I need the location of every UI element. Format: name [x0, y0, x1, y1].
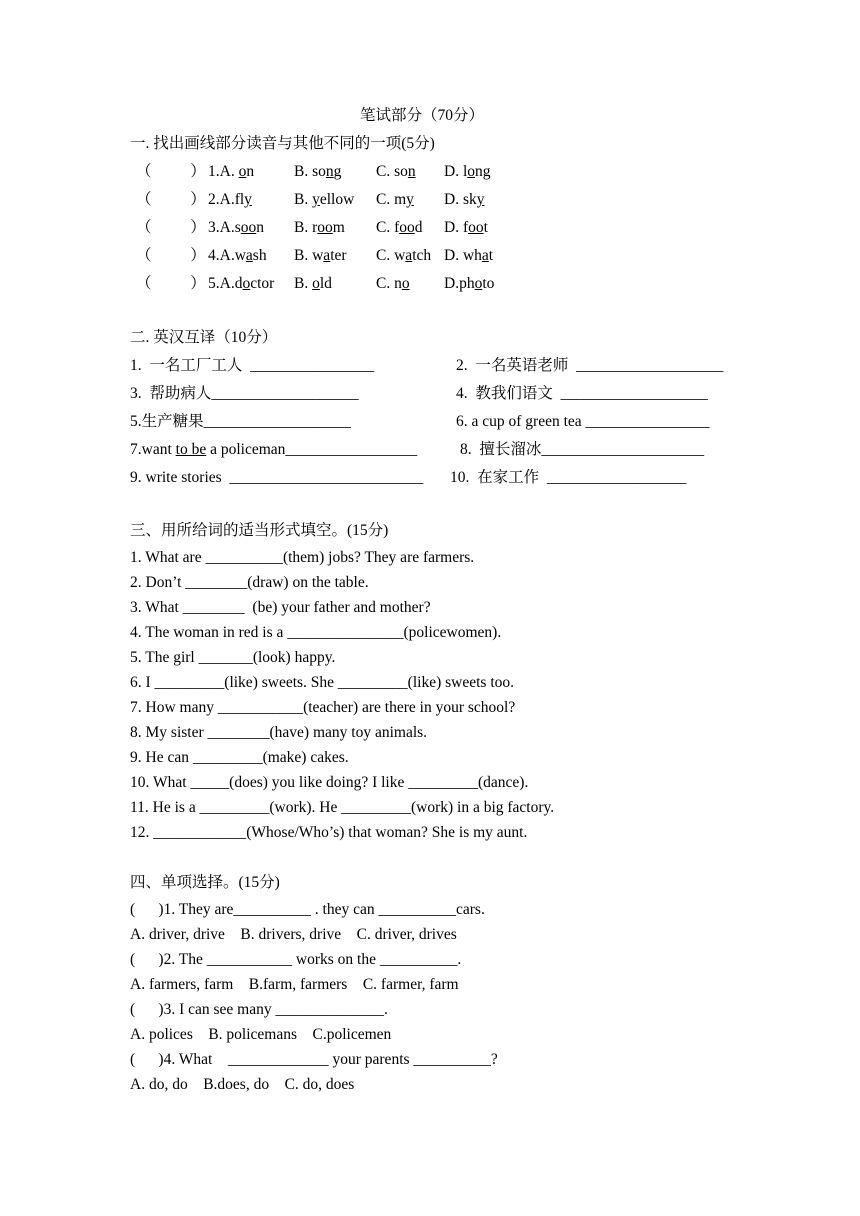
phonics-option: [294, 162, 341, 182]
option-text: B. so: [294, 163, 326, 180]
phonics-option: [444, 190, 484, 210]
translate-item-8: 8. 擅长溜冰_____________________: [460, 441, 705, 458]
choice-question: ( )2. The ___________ works on the __________.: [130, 951, 462, 968]
answer-paren: （ ）: [136, 275, 206, 292]
fill-blank-item: 12. ____________(Whose/Who’s) that woman? She is my aunt.: [130, 824, 528, 841]
fill-blank-item: 2. Don’t ________(draw) on the table.: [130, 574, 369, 591]
translate-item-7: 7.want to be a policeman_________________: [130, 441, 418, 458]
option-text: B. w: [294, 247, 324, 264]
underlined-letters: o: [401, 275, 410, 292]
underlined-letters: a: [323, 247, 331, 264]
choice-question: ( )1. They are__________ . they can __________cars.: [130, 901, 485, 918]
underlined-letters: y: [406, 191, 414, 208]
option-text: t: [483, 219, 488, 236]
underlined-letters: y: [476, 191, 485, 208]
phonics-option: [294, 190, 354, 210]
phonics-option: [208, 218, 264, 238]
option-text: sh: [252, 247, 267, 264]
option-text: g: [333, 163, 342, 180]
underlined-letters: oo: [399, 219, 415, 236]
translate-item-1: 1. 一名工厂工人 ________________: [130, 357, 375, 374]
underlined-letters: n: [325, 163, 334, 180]
phonics-option: [294, 246, 347, 266]
option-text: B. r: [294, 219, 318, 236]
option-text: tch: [412, 247, 432, 264]
fill-blank-item: 7. How many ___________(teacher) are there in your school?: [130, 699, 516, 716]
underlined-letters: n: [407, 163, 416, 180]
translate-item-4: 4. 教我们语文 ___________________: [456, 385, 708, 402]
translate-item-9: 9. write stories _________________________: [130, 469, 424, 486]
section-2-heading: 二. 英汉互译（10分）: [130, 329, 278, 346]
choice-options: A. driver, drive B. drivers, drive C. driver, drives: [130, 926, 457, 943]
underlined-letters: a: [405, 247, 413, 264]
option-text: ld: [319, 275, 332, 292]
option-text: m: [332, 219, 345, 236]
option-text: 5.A.d: [208, 275, 243, 292]
phonics-option: [376, 162, 416, 182]
phonics-option: [444, 274, 494, 294]
section-3-heading: 三、用所给词的适当形式填空。(15分): [130, 522, 389, 539]
phonics-option: [294, 274, 332, 294]
underlined-letters: oo: [240, 219, 257, 236]
phonics-option: [208, 246, 267, 266]
phonics-option: [444, 218, 488, 238]
underlined-letters: y: [312, 191, 320, 208]
section-4-heading: 四、单项选择。(15分): [130, 874, 280, 891]
answer-paren: （ ）: [136, 191, 206, 208]
option-text: 3.A.s: [208, 219, 241, 236]
fill-blank-item: 6. I _________(like) sweets. She _________(like) sweets too.: [130, 674, 514, 691]
option-text: d: [414, 219, 423, 236]
option-text: ter: [330, 247, 347, 264]
fill-blank-item: 8. My sister ________(have) many toy animals.: [130, 724, 428, 741]
option-text: 4.A.w: [208, 247, 246, 264]
answer-paren: （ ）: [136, 219, 206, 236]
choice-question: ( )4. What _____________ your parents __________?: [130, 1051, 498, 1068]
option-text: D.ph: [444, 275, 475, 292]
phonics-option: [444, 246, 493, 266]
fill-blank-item: 1. What are __________(them) jobs? They are farmers.: [130, 549, 475, 566]
option-text: n: [246, 163, 255, 180]
fill-blank-item: 3. What ________ (be) your father and mother?: [130, 599, 431, 616]
phonics-option: [444, 162, 491, 182]
option-text: to: [482, 275, 495, 292]
translate-item-2: 2. 一名英语老师 ___________________: [456, 357, 724, 374]
underlined-letters: oo: [317, 219, 333, 236]
choice-options: A. do, do B.does, do C. do, does: [130, 1076, 355, 1093]
phonics-option: [376, 218, 423, 238]
option-text: C. f: [376, 219, 400, 236]
underlined-letters: o: [467, 163, 475, 180]
option-text: 2.A.fl: [208, 191, 245, 208]
choice-question: ( )3. I can see many ______________.: [130, 1001, 388, 1018]
fill-blank-item: 9. He can _________(make) cakes.: [130, 749, 349, 766]
translate-item-6: 6. a cup of green tea ________________: [456, 413, 710, 430]
page-title: 笔试部分（70分）: [360, 107, 485, 124]
phonics-option: [208, 190, 252, 210]
option-text: n: [256, 219, 264, 236]
phonics-option: [208, 162, 254, 182]
fill-blank-item: 10. What _____(does) you like doing? I like _________(dance).: [130, 774, 529, 791]
answer-paren: （ ）: [136, 247, 206, 264]
phonics-option: [376, 246, 431, 266]
option-text: D. sk: [444, 191, 477, 208]
option-text: D. f: [444, 219, 469, 236]
phonics-option: [208, 274, 274, 294]
underlined-letters: o: [474, 275, 483, 292]
option-text: C. m: [376, 191, 407, 208]
fill-blank-item: 11. He is a _________(work). He _________(work) in a big factory.: [130, 799, 555, 816]
phonics-option: [294, 218, 345, 238]
section-1-heading: 一. 找出画线部分读音与其他不同的一项(5分): [130, 135, 435, 152]
option-text: C. w: [376, 247, 406, 264]
phonics-option: [376, 274, 410, 294]
option-text: B.: [294, 191, 313, 208]
underlined-letters: a: [245, 247, 253, 264]
phonics-option: [376, 190, 414, 210]
choice-options: A. farmers, farm B.farm, farmers C. farmer, farm: [130, 976, 459, 993]
option-text: D. wh: [444, 247, 482, 264]
underlined-letters: o: [238, 163, 247, 180]
underlined-letters: y: [244, 191, 252, 208]
choice-options: A. polices B. policemans C.policemen: [130, 1026, 392, 1043]
translate-item-5: 5.生产糖果___________________: [130, 413, 351, 430]
option-text: 1.A.: [208, 163, 239, 180]
option-text: ng: [475, 163, 491, 180]
translate-item-3: 3. 帮助病人___________________: [130, 385, 359, 402]
option-text: ctor: [250, 275, 275, 292]
option-text: C. so: [376, 163, 408, 180]
option-text: ellow: [319, 191, 355, 208]
answer-paren: （ ）: [136, 163, 206, 180]
option-text: B.: [294, 275, 313, 292]
option-text: t: [488, 247, 494, 264]
underlined-letters: o: [312, 275, 320, 292]
fill-blank-item: 4. The woman in red is a _______________(policewomen).: [130, 624, 502, 641]
underlined-letters: oo: [468, 219, 484, 236]
option-text: C. n: [376, 275, 402, 292]
translate-item-10: 10. 在家工作 __________________: [450, 469, 687, 486]
underlined-letters: a: [481, 247, 489, 264]
fill-blank-item: 5. The girl _______(look) happy.: [130, 649, 336, 666]
option-text: D. l: [444, 163, 468, 180]
underlined-letters: o: [242, 275, 251, 292]
